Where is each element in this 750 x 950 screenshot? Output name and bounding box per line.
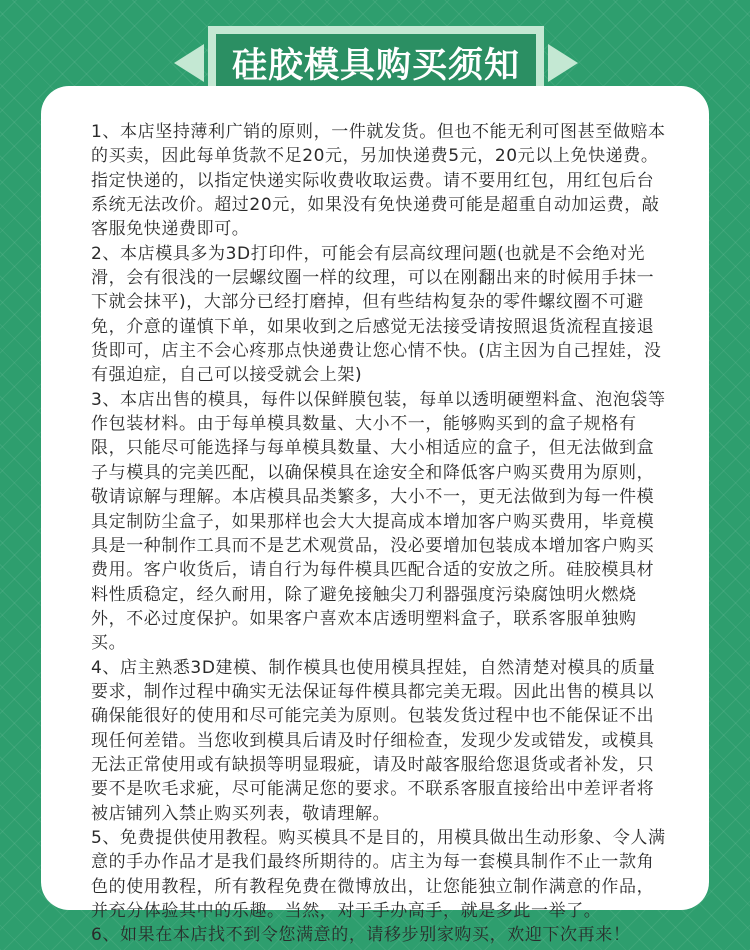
page-title: 硅胶模具购买须知 bbox=[216, 34, 536, 92]
rule-item-2: 2、本店模具多为3D打印件，可能会有层高纹理问题(也就是不会绝对光滑，会有很浅的一层螺纹圈一样的纹理，可以在刚翻出来的时候用手抹一下就会抹平)，大部分已经打磨掉，但有些结构复杂的零件螺纹圈不可避免，介意的谨慎下单，如果收到之后感觉无法接受请按照退货流程直接退货即可，店主不会心疼那点快递费让您心情不快。(店主因为自己捏娃，没有强迫症，自己可以接受就会上架) bbox=[91, 243, 662, 386]
title-ribbon-left bbox=[174, 44, 204, 82]
title-ribbon-right bbox=[548, 44, 578, 82]
rule-item-3: 3、本店出售的模具，每件以保鲜膜包装，每单以透明硬塑料盒、泡泡袋等作包装材料。由于每单模具数量、大小不一，能够购买到的盒子规格有限，只能尽可能选择与每单模具数量、大小相适应的盒子，但无法做到盒子与模具的完美匹配，以确保模具在途安全和降低客户购买费用为原则，敬请谅解与理解。本店模具品类繁多，大小不一，更无法做到为每一件模具定制防尘盒子，如果那样也会大大提高成本增加客户购买费用，毕竟模具是一种制作工具而不是艺术观赏品，没必要增加包装成本增加客户购买费用。客户收货后，请自行为每件模具匹配合适的安放之所。硅胶模具材料性质稳定，经久耐用，除了避免接触尖刀利器强度污染腐蚀明火燃烧外，不必过度保护。如果客户喜欢本店透明塑料盒子，联系客服单独购买。 bbox=[91, 389, 666, 654]
rule-item-1: 1、本店坚持薄利广销的原则，一件就发货。但也不能无利可图甚至做赔本的买卖，因此每单货款不足20元，另加快递费5元，20元以上免快递费。指定快递的，以指定快递实际收费收取运费。请不要用红包，用红包后台系统无法改价。超过20元，如果没有免快递费可能是超重自动加运费，敲客服免快递费即可。 bbox=[91, 122, 666, 240]
rule-item-6: 6、如果在本店找不到令您满意的，请移步别家购买，欢迎下次再来！ bbox=[91, 925, 631, 946]
rule-item-4: 4、店主熟悉3D建模、制作模具也使用模具捏娃，自然清楚对模具的质量要求，制作过程中确实无法保证每件模具都完美无瑕。因此出售的模具以确保能很好的使用和尽可能完美为原则。包装发货过程中也不能保证不出现任何差错。当您收到模具后请及时仔细检查，发现少发或错发，或模具无法正常使用或有缺损等明显瑕疵，请及时敲客服给您退货或者补发，只要不是吹毛求疵，尽可能满足您的要求。不联系客服直接给出中差评者将被店铺列入禁止购买列表，敬请理解。 bbox=[91, 657, 656, 824]
rule-item-5: 5、免费提供使用教程。购买模具不是目的，用模具做出生动形象、令人满意的手办作品才是我们最终所期待的。店主为每一套模具制作不止一款角色的使用教程，所有教程免费在微博放出，让您能独立制作满意的作品，并充分体验其中的乐趣。当然，对于手办高手，就是多此一举了。 bbox=[91, 827, 666, 921]
rules-list bbox=[91, 120, 667, 948]
notice-card bbox=[41, 86, 709, 946]
